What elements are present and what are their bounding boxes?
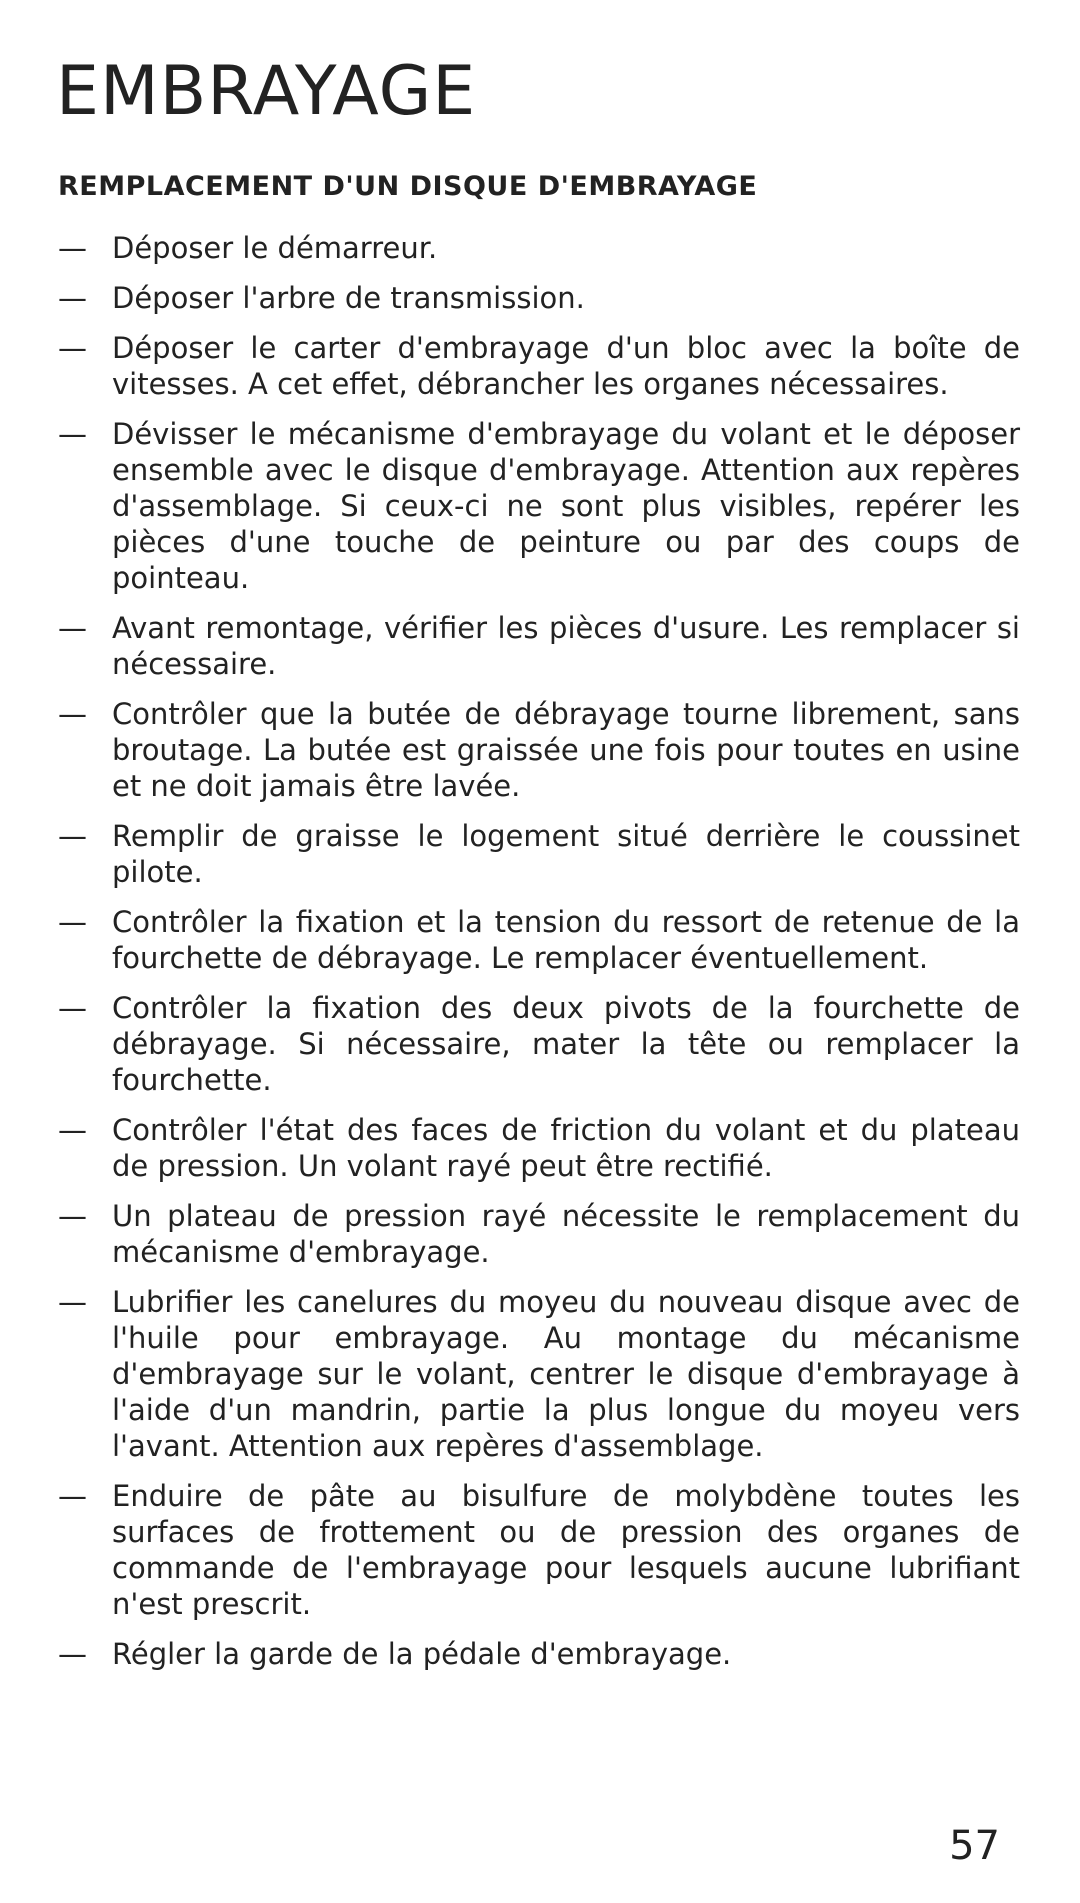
- step-text: Contrôler la fixation des deux pivots de la fourchette de débrayage. Si nécessaire, mater la tête ou remplacer la fourchette.: [112, 991, 1020, 1097]
- procedure-step: [0, 1284, 1020, 1464]
- procedure-step: [0, 818, 1020, 890]
- step-text: Avant remontage, vérifier les pièces d'usure. Les remplacer si nécessaire.: [112, 611, 1020, 681]
- section-heading: REMPLACEMENT D'UN DISQUE D'EMBRAYAGE: [58, 171, 758, 202]
- procedure-step: [0, 280, 1020, 316]
- step-text: Remplir de graisse le logement situé derrière le coussinet pilote.: [112, 819, 1020, 889]
- step-text: Contrôler l'état des faces de friction du volant et du plateau de pression. Un volant rayé peut être rectifié.: [112, 1113, 1020, 1183]
- bullet-dash: —: [58, 1113, 87, 1147]
- procedure-step: [0, 990, 1020, 1098]
- bullet-dash: —: [58, 231, 87, 265]
- procedure-step: [0, 1198, 1020, 1270]
- procedure-step: [0, 1112, 1020, 1184]
- procedure-step: [0, 416, 1020, 596]
- page-number: 57: [949, 1823, 1000, 1869]
- procedure-step: [0, 230, 1020, 266]
- step-text: Un plateau de pression rayé nécessite le remplacement du mécanisme d'embrayage.: [112, 1199, 1020, 1269]
- bullet-dash: —: [58, 1637, 87, 1671]
- step-text: Déposer le démarreur.: [112, 231, 438, 265]
- procedure-step: [0, 610, 1020, 682]
- bullet-dash: —: [58, 1285, 87, 1319]
- bullet-dash: —: [58, 417, 87, 451]
- step-text: Contrôler la fixation et la tension du ressort de retenue de la fourchette de débrayage. Le remplacer éventuellement.: [112, 905, 1020, 975]
- page-title: EMBRAYAGE: [56, 52, 477, 131]
- procedure-step: [0, 330, 1020, 402]
- step-text: Régler la garde de la pédale d'embrayage.: [112, 1637, 732, 1671]
- bullet-dash: —: [58, 697, 87, 731]
- step-text: Dévisser le mécanisme d'embrayage du volant et le déposer ensemble avec le disque d'embrayage. Attention aux repères d'assemblage. Si ceux-ci ne sont plus visibles, repérer les pièces d'une touche de peinture ou par des coups de pointeau.: [112, 417, 1020, 595]
- bullet-dash: —: [58, 905, 87, 939]
- procedure-step: [0, 696, 1020, 804]
- procedure-step: [0, 1636, 1020, 1672]
- bullet-dash: —: [58, 819, 87, 853]
- procedure-steps-list: [0, 230, 1080, 1686]
- procedure-step: [0, 904, 1020, 976]
- bullet-dash: —: [58, 1479, 87, 1513]
- bullet-dash: —: [58, 991, 87, 1025]
- bullet-dash: —: [58, 1199, 87, 1233]
- procedure-step: [0, 1478, 1020, 1622]
- step-text: Déposer le carter d'embrayage d'un bloc avec la boîte de vitesses. A cet effet, débrancher les organes nécessaires.: [112, 331, 1020, 401]
- step-text: Contrôler que la butée de débrayage tourne librement, sans broutage. La butée est graissée une fois pour toutes en usine et ne doit jamais être lavée.: [112, 697, 1020, 803]
- step-text: Déposer l'arbre de transmission.: [112, 281, 585, 315]
- bullet-dash: —: [58, 331, 87, 365]
- bullet-dash: —: [58, 611, 87, 645]
- step-text: Lubrifier les canelures du moyeu du nouveau disque avec de l'huile pour embrayage. Au montage du mécanisme d'embrayage sur le volant, centrer le disque d'embrayage à l'aide d'un mandrin, partie la plus longue du moyeu vers l'avant. Attention aux repères d'assemblage.: [112, 1285, 1020, 1463]
- step-text: Enduire de pâte au bisulfure de molybdène toutes les surfaces de frottement ou de pression des organes de commande de l'embrayage pour lesquels aucune lubrifiant n'est prescrit.: [112, 1479, 1020, 1621]
- bullet-dash: —: [58, 281, 87, 315]
